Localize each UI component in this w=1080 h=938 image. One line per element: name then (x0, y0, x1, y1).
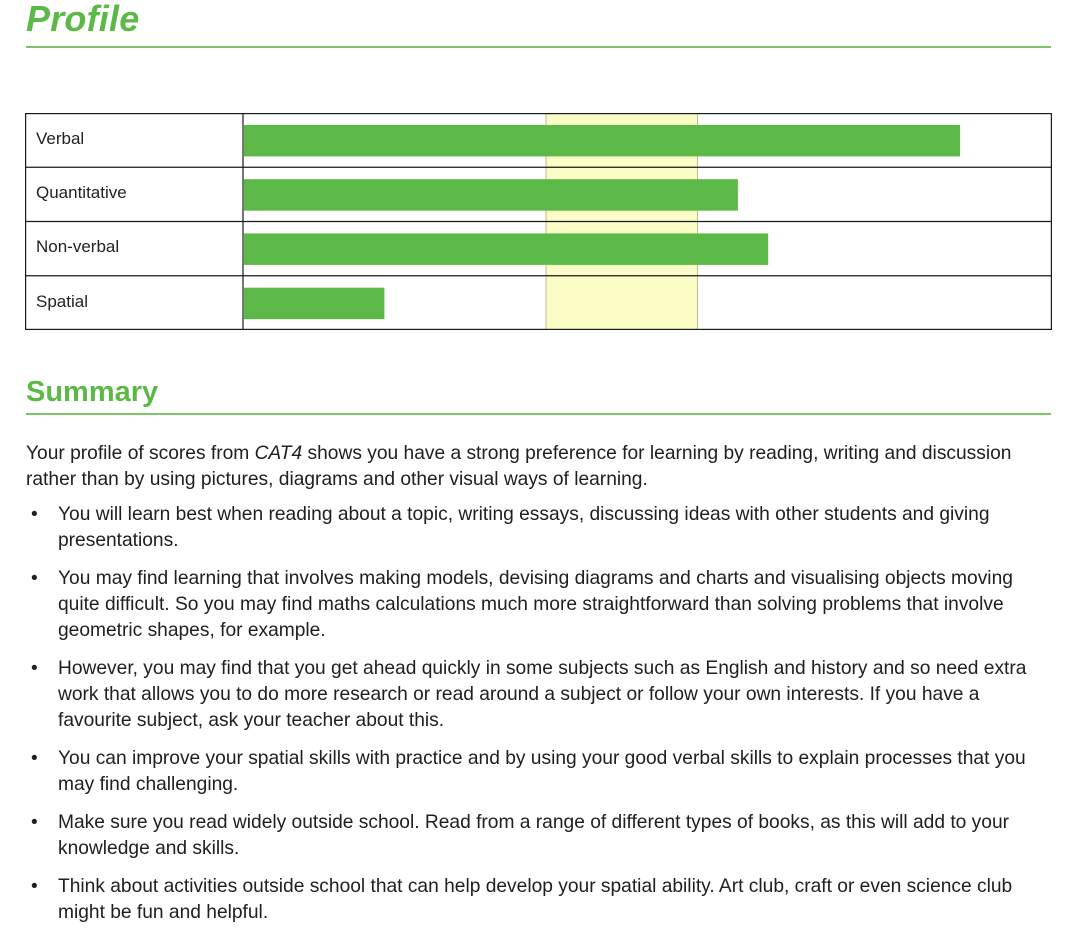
bar-quantitative (244, 179, 738, 210)
list-item (26, 566, 1056, 644)
bullet-icon: • (31, 568, 38, 589)
row-label-spatial: Spatial (36, 292, 88, 311)
list-item-text: You will learn best when reading about a topic, writing essays, discussing ideas with other students and giving presentations. (58, 504, 990, 551)
summary-body (26, 441, 1056, 938)
bullet-icon: • (31, 504, 38, 525)
list-item (26, 874, 1056, 926)
list-item-text: However, you may find that you get ahead quickly in some subjects such as English and history and so need extra work that allows you to do more research or read around a subject or follow your own interests. If you have a favourite subject, ask your teacher about this. (58, 658, 1027, 731)
list-item-text: Make sure you read widely outside school. Read from a range of different types of books, as this will add to your knowledge and skills. (58, 812, 1009, 859)
list-item-text: Think about activities outside school that can help develop your spatial ability. Art club, craft or even science club might be fun and helpful. (58, 876, 1013, 923)
summary-divider (26, 413, 1051, 415)
bullet-icon: • (31, 812, 38, 833)
intro-text-start: Your profile of scores from (26, 443, 255, 464)
profile-heading: Profile (26, 0, 140, 39)
summary-intro (26, 441, 1056, 493)
profile-divider (26, 46, 1051, 48)
summary-heading: Summary (26, 376, 159, 408)
list-item (26, 810, 1056, 862)
bar-non-verbal (244, 233, 768, 264)
intro-text-end: shows you have a strong preference for learning by reading, writing and discussion rather than by using pictures, diagrams and other visual ways of learning. (26, 443, 1012, 490)
bar-verbal (244, 125, 960, 156)
bullet-icon: • (31, 748, 38, 769)
intro-test-name: CAT4 (254, 443, 303, 464)
row-label-non-verbal: Non-verbal (36, 237, 120, 256)
summary-bullet-list (26, 502, 1056, 926)
list-item (26, 746, 1056, 798)
list-item (26, 656, 1056, 734)
bullet-icon: • (31, 658, 38, 679)
list-item-text: You may find learning that involves making models, devising diagrams and charts and visualising objects moving quite difficult. So you may find maths calculations much more straightforward than solving problems that involve geometric shapes, for example. (58, 568, 1013, 641)
bar-spatial (244, 288, 384, 319)
row-label-verbal: Verbal (36, 129, 85, 148)
profile-chart-svg (25, 113, 1052, 330)
list-item (26, 502, 1056, 554)
row-label-quantitative: Quantitative (36, 183, 127, 202)
bullet-icon: • (31, 876, 38, 897)
list-item-text: You can improve your spatial skills with practice and by using your good verbal skills to explain processes that you may find challenging. (58, 748, 1026, 795)
profile-chart (25, 113, 1052, 330)
